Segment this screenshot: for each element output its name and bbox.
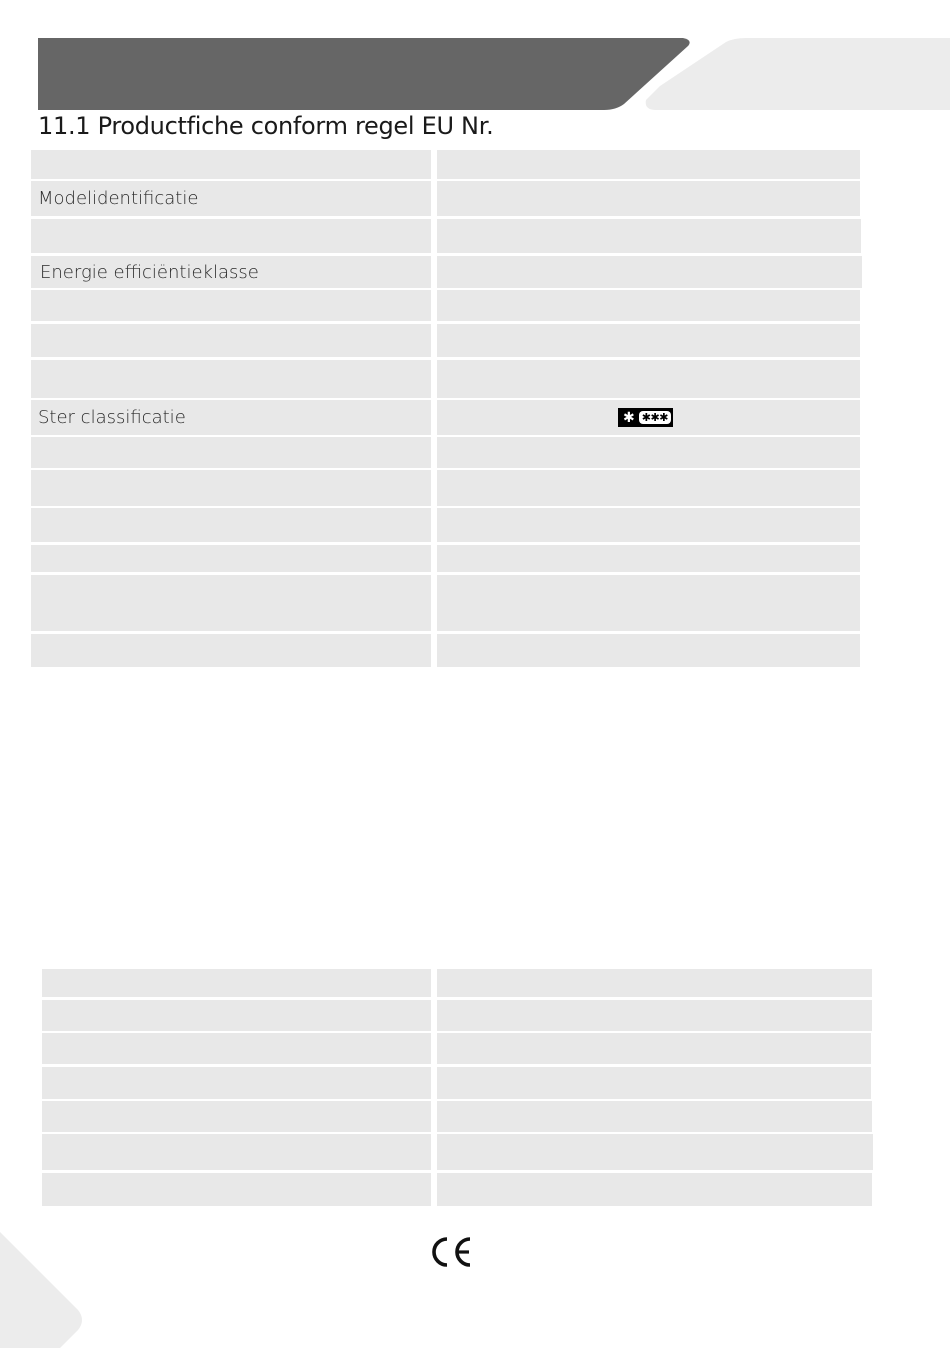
table-row: [31, 360, 861, 398]
table-cell-label: Energie efficiëntieklasse: [31, 256, 431, 288]
table-row: [31, 634, 861, 667]
table-cell-label: [31, 634, 431, 667]
table-row: [31, 324, 861, 357]
table-cell-value: [437, 470, 860, 506]
table-row: [42, 1067, 872, 1099]
table-row: [42, 1033, 872, 1064]
table-cell-value: [437, 575, 860, 631]
table-row: [42, 1000, 872, 1031]
table-row: [42, 969, 872, 997]
corner-decoration: [0, 1230, 90, 1348]
table-cell-value: [437, 400, 860, 435]
table-cell-label: [42, 1134, 431, 1170]
table-cell-label: Ster classificatie: [31, 400, 431, 435]
table-cell-label: [31, 508, 431, 542]
table-cell-label: [31, 470, 431, 506]
table-cell-label: [42, 1101, 431, 1132]
table-cell-value: [437, 181, 860, 216]
table-cell-value: [437, 1134, 873, 1170]
table-row: [31, 545, 861, 572]
table-cell-value: [437, 290, 860, 321]
secondary-table: [42, 969, 874, 1207]
four-star-freezer-icon: ✱ ✱✱✱: [618, 408, 673, 427]
header-tab: [646, 38, 950, 110]
table-cell-label: [31, 360, 431, 398]
table-cell-value: [437, 150, 860, 179]
table-row: [31, 400, 861, 435]
table-cell-label: [31, 290, 431, 321]
table-cell-value: [437, 1173, 872, 1206]
table-row: [42, 1173, 872, 1206]
table-cell-value: [437, 545, 860, 572]
table-row: [31, 181, 861, 216]
table-cell-label: [31, 219, 431, 253]
table-row: [31, 470, 861, 506]
table-cell-value: [437, 969, 872, 997]
table-cell-label: Modelidentificatie: [31, 181, 431, 216]
table-row: [31, 150, 861, 179]
product-fiche-table: [31, 150, 861, 668]
table-cell-label: [42, 1033, 431, 1064]
table-row: [42, 1101, 872, 1132]
table-cell-value: [437, 1000, 872, 1031]
table-cell-value: [437, 1033, 871, 1064]
table-cell-value: [437, 324, 860, 357]
table-row: [31, 290, 861, 321]
table-cell-value: [437, 508, 860, 542]
table-row: [31, 219, 861, 253]
table-cell-value: [437, 256, 862, 288]
table-row: [31, 508, 861, 542]
table-cell-label: [42, 1067, 431, 1099]
table-cell-label: [42, 1000, 431, 1031]
header-dark-bar: [38, 38, 690, 110]
table-cell-value: [437, 1101, 872, 1132]
table-cell-label: [31, 324, 431, 357]
table-cell-label: [31, 437, 431, 468]
table-cell-value: [437, 219, 861, 253]
table-cell-value: [437, 634, 860, 667]
header-bar: [0, 0, 950, 115]
table-cell-label: [42, 969, 431, 997]
table-cell-label: [31, 150, 431, 179]
table-cell-label: [31, 545, 431, 572]
table-cell-label: [42, 1173, 431, 1206]
table-row: [31, 256, 863, 288]
table-cell-value: [437, 1067, 871, 1099]
table-cell-label: [31, 575, 431, 631]
table-cell-value: [437, 437, 860, 468]
table-row: [31, 437, 861, 468]
table-row: [42, 1134, 874, 1170]
table-cell-value: [437, 360, 860, 398]
table-row: [31, 575, 861, 631]
ce-mark-icon: [428, 1236, 474, 1268]
page-title: 11.1 Productfiche conform regel EU Nr.: [38, 112, 494, 140]
